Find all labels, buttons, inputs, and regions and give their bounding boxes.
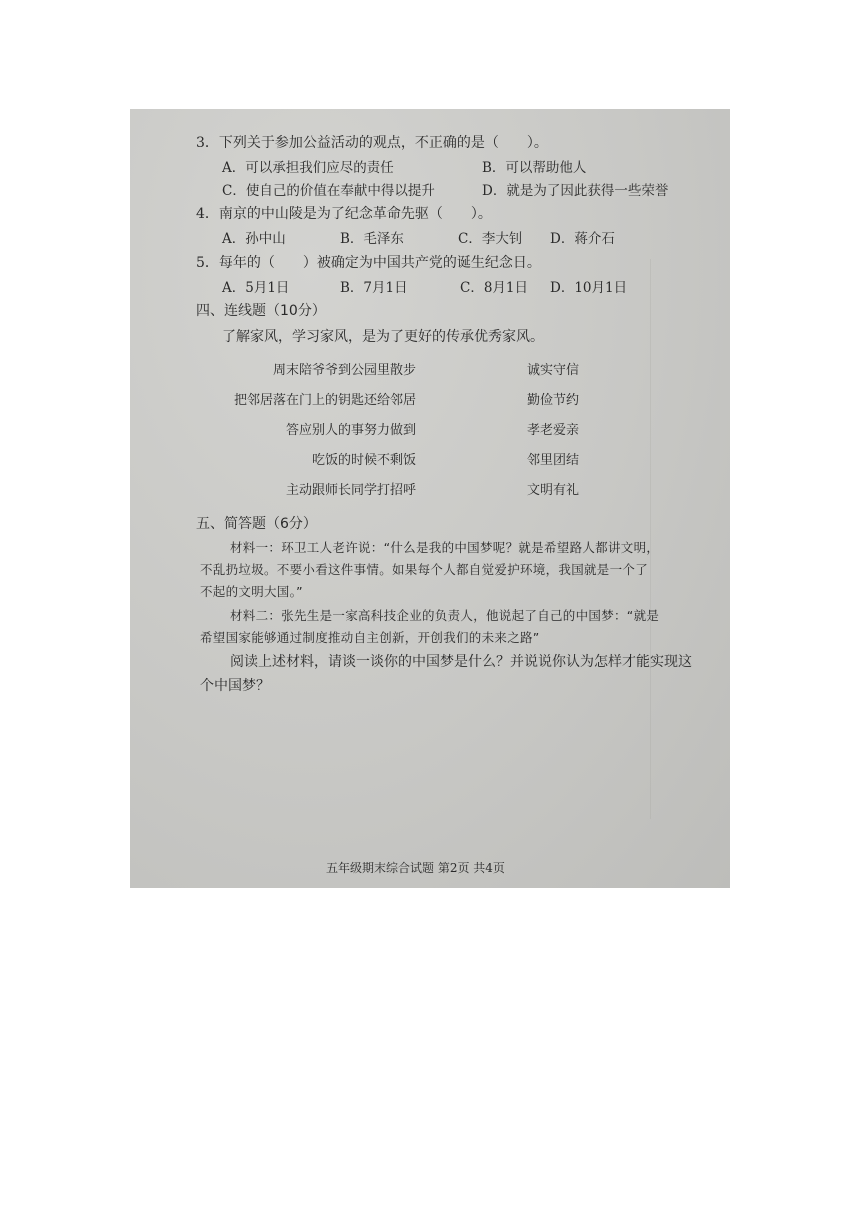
question-5-option-d: D．10月1日	[550, 280, 628, 296]
section-4-title: 四、连线题（10分）	[196, 303, 326, 319]
question-prompt-line-1: 阅读上述材料，请谈一谈你的中国梦是什么？并说说你认为怎样才能实现这	[230, 654, 692, 670]
match-left-1: 周末陪爷爷到公园里散步	[272, 363, 416, 378]
question-prompt-line-2: 个中国梦？	[200, 678, 270, 694]
question-4-option-d: D．蒋介石	[550, 231, 615, 247]
match-left-3: 答应别人的事努力做到	[285, 423, 416, 438]
bleed-through-texture	[650, 259, 721, 819]
material-2-line-2: 希望国家能够通过制度推动自主创新，开创我们的未来之路”	[200, 630, 540, 645]
match-right-2: 勤俭节约	[527, 393, 580, 408]
material-2-line-1: 材料二：张先生是一家高科技企业的负责人，他说起了自己的中国梦：“就是	[230, 608, 660, 623]
question-4-option-b: B．毛泽东	[340, 231, 404, 247]
question-3-stem: 3．下列关于参加公益活动的观点，不正确的是（ ）。	[196, 135, 548, 151]
match-right-3: 孝老爱亲	[527, 423, 580, 438]
material-1-line-3: 不起的文明大国。”	[200, 584, 303, 599]
material-1-line-2: 不乱扔垃圾。不要小看这件事情。如果每个人都自觉爱护环境，我国就是一个了	[200, 562, 649, 577]
question-5-option-c: C．8月1日	[460, 280, 529, 296]
match-left-5: 主动跟师长同学打招呼	[285, 483, 416, 498]
match-right-5: 文明有礼	[527, 483, 580, 498]
section-5-title: 五、简答题（6分）	[196, 516, 317, 532]
match-left-4: 吃饭的时候不剩饭	[311, 453, 416, 468]
question-3-option-b: B．可以帮助他人	[482, 160, 587, 176]
question-5-option-a: A．5月1日	[222, 280, 290, 296]
match-right-1: 诚实守信	[527, 363, 580, 378]
section-4-intro: 了解家风，学习家风，是为了更好的传承优秀家风。	[222, 329, 544, 345]
question-3-option-d: D．就是为了因此获得一些荣誉	[482, 183, 669, 199]
question-3-option-a: A．可以承担我们应尽的责任	[222, 160, 394, 176]
question-5-stem: 5．每年的（ ）被确定为中国共产党的诞生纪念日。	[196, 255, 541, 271]
question-4-option-a: A．孙中山	[222, 231, 286, 247]
question-4-stem: 4．南京的中山陵是为了纪念革命先驱（ ）。	[196, 206, 492, 222]
question-3-option-c: C．使自己的价值在奉献中得以提升	[222, 183, 435, 199]
match-left-2: 把邻居落在门上的钥匙还给邻居	[233, 393, 416, 408]
question-5-option-b: B．7月1日	[340, 280, 408, 296]
match-right-4: 邻里团结	[527, 453, 580, 468]
material-1-line-1: 材料一：环卫工人老许说：“什么是我的中国梦呢？就是希望路人都讲文明，	[230, 540, 660, 555]
exam-page-photo	[130, 109, 730, 888]
page-footer: 五年级期末综合试题 第2页 共4页	[326, 861, 505, 875]
question-4-option-c: C．李大钊	[458, 231, 523, 247]
